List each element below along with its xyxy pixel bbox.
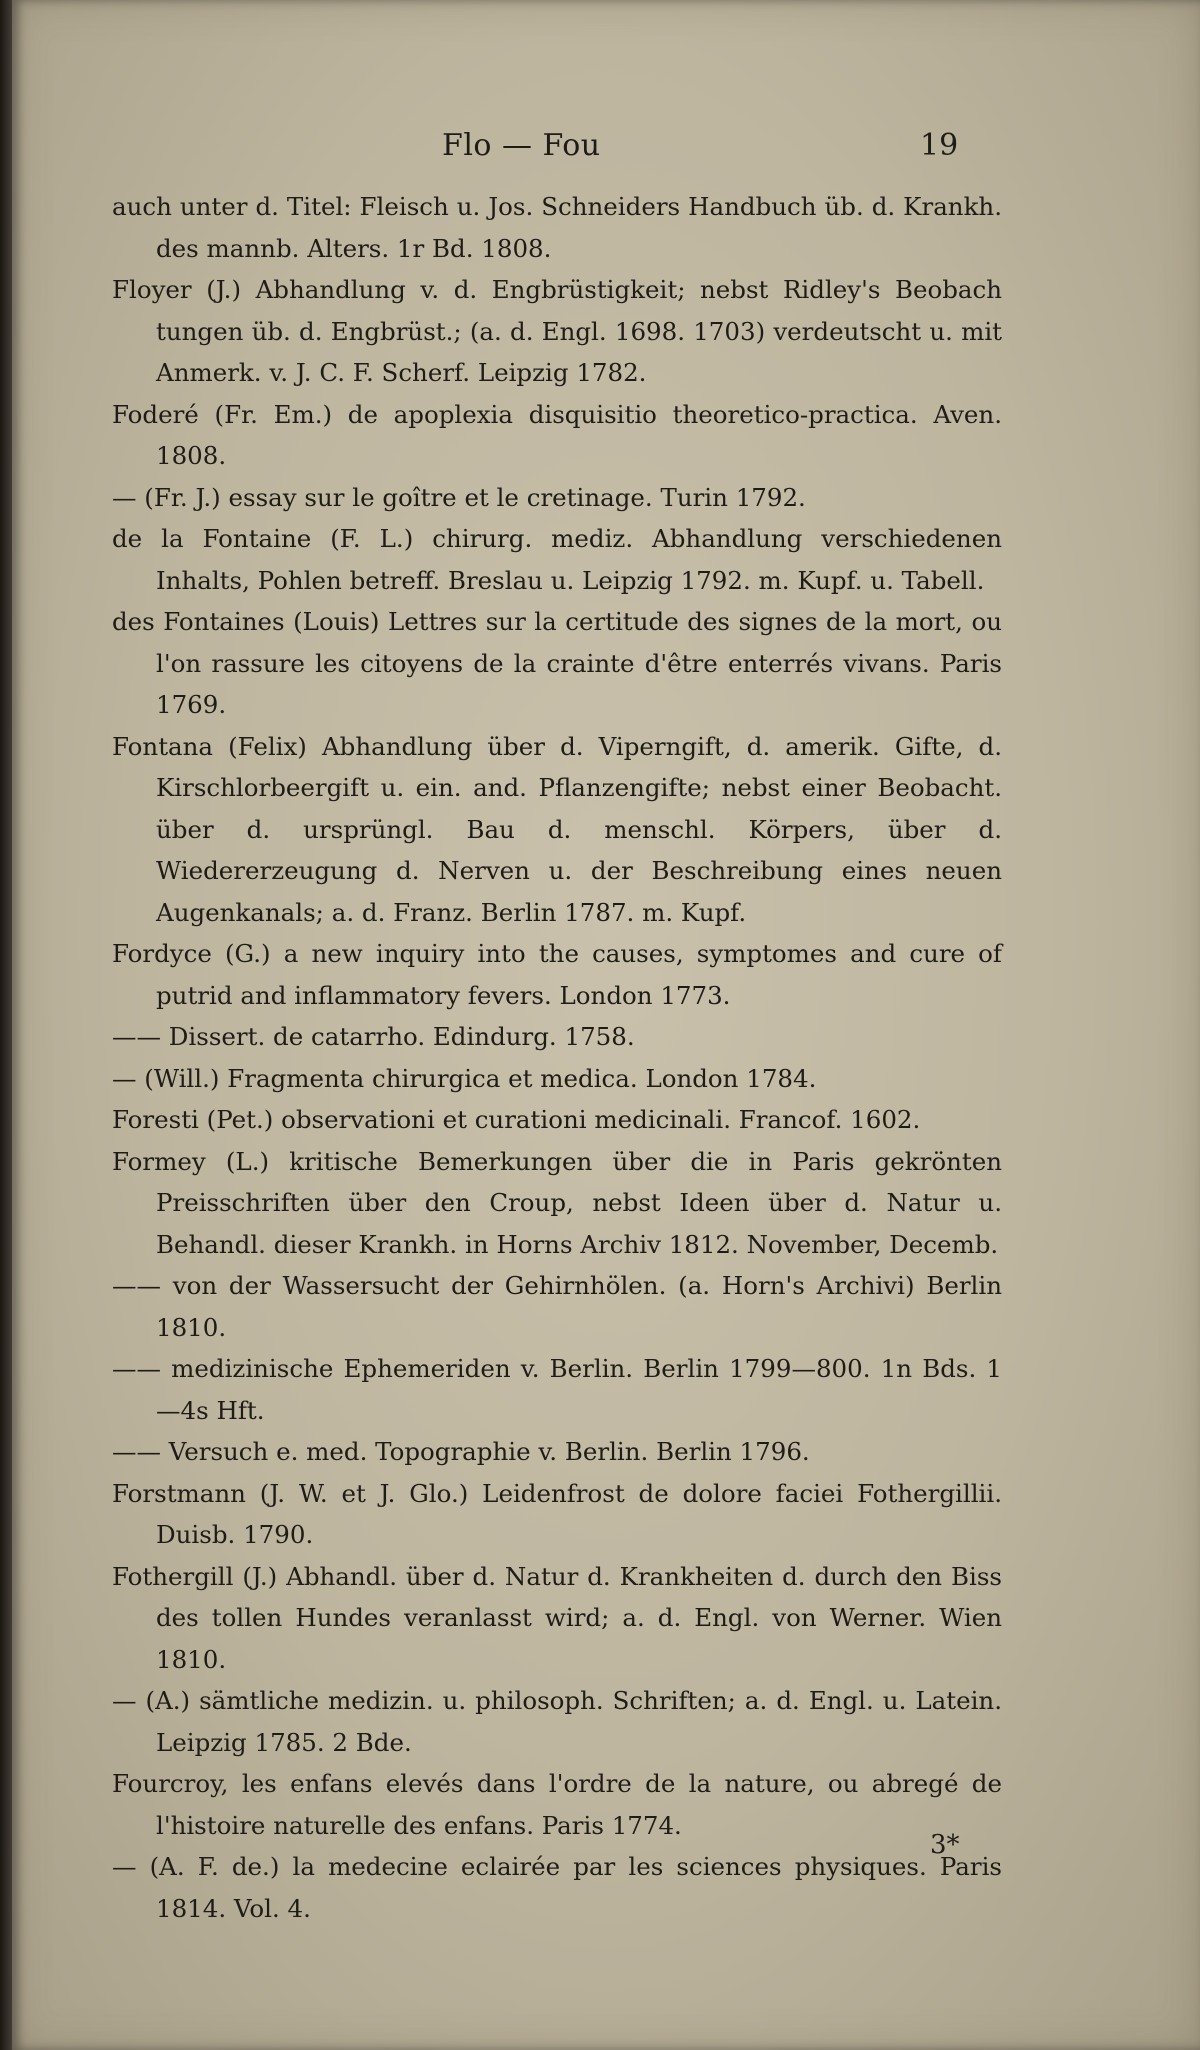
bibliography-entry: Fourcroy, les enfans elevés dans l'ordre de la nature, ou abregé de l'histoire naturelle des enfans. Paris 1774. [112, 1769, 1002, 1840]
bibliography-entry: Fordyce (G.) a new inquiry into the causes, symptomes and cure of putrid and inflammatory fevers. London 1773. [112, 939, 1002, 1010]
bibliography-entry: — (Fr. J.) essay sur le goître et le cretinage. Turin 1792. [112, 482, 806, 512]
running-head: Flo — Fou [442, 128, 601, 163]
bibliography-entry: des Fontaines (Louis) Lettres sur la certitude des signes de la mort, ou l'on rassure les citoyens de la crainte d'être enterrés vivans. Paris 1769. [112, 607, 1002, 719]
bibliography-entry: —— von der Wassersucht der Gehirnhölen. (a. Horn's Archivi) Berlin 1810. [112, 1271, 1002, 1342]
bibliography-entry: Floyer (J.) Abhandlung v. d. Engbrüstigkeit; nebst Ridley's Beobach tungen üb. d. Engbrüst.; (a. d. Engl. 1698. 1703) verdeutscht u. mit Anmerk. v. J. C. F. Scherf. Leipzig 1782. [112, 275, 1002, 387]
page-number: 19 [920, 128, 959, 163]
bibliography-entry: Foresti (Pet.) observationi et curationi medicinali. Francof. 1602. [112, 1105, 921, 1134]
bibliography-entry: — (A. F. de.) la medecine eclairée par les sciences physiques. Paris 1814. Vol. 4. [112, 1852, 1002, 1923]
bibliography-entry: Formey (L.) kritische Bemerkungen über die in Paris gekrönten Preisschriften über den Croup, nebst Ideen über d. Natur u. Behandl. dieser Krankh. in Horns Archiv 1812. November, Decemb. [112, 1146, 1002, 1259]
bibliography-entry: — (A.) sämtliche medizin. u. philosoph. Schriften; a. d. Engl. u. Latein. Leipzig 1785. 2 Bde. [112, 1686, 1002, 1757]
bibliography-entry: Fothergill (J.) Abhandl. über d. Natur d. Krankheiten d. durch den Biss des tollen Hundes veranlasst wird; a. d. Engl. von Werner. Wien 1810. [112, 1561, 1002, 1674]
bibliography-entry: de la Fontaine (F. L.) chirurg. mediz. Abhandlung verschiedenen Inhalts, Pohlen betreff. Breslau u. Leipzig 1792. m. Kupf. u. Tabell. [112, 524, 1002, 595]
bibliography-entry: Foderé (Fr. Em.) de apoplexia disquisitio theoretico-practica. Aven. 1808. [112, 399, 1002, 470]
book-page [12, 0, 1200, 2050]
page-header [12, 128, 1200, 168]
bibliography-entry: Fontana (Felix) Abhandlung über d. Viperngift, d. amerik. Gifte, d. Kirschlorbeergift u. ein. and. Pflanzengifte; nebst einer Beobacht. über d. ursprüngl. Bau d. menschl. Körpers, über d. Wiedererzeugung d. Nerven u. der Beschreibung eines neuen Augenkanals; a. d. Franz. Berlin 1787. m. Kupf. [112, 731, 1002, 927]
bibliography-entries [112, 186, 1002, 1929]
bibliography-entry: auch unter d. Titel: Fleisch u. Jos. Schneiders Handbuch üb. d. Krankh. des mannb. Alters. 1r Bd. 1808. [112, 192, 1002, 263]
bibliography-entry: —— Dissert. de catarrho. Edindurg. 1758. [112, 1022, 635, 1051]
bibliography-entry: —— medizinische Ephemeriden v. Berlin. Berlin 1799—800. 1n Bds. 1—4s Hft. [112, 1354, 1002, 1425]
bibliography-entry: Forstmann (J. W. et J. Glo.) Leidenfrost de dolore faciei Fothergillii. Duisb. 1790. [112, 1478, 1002, 1549]
bibliography-entry: — (Will.) Fragmenta chirurgica et medica. London 1784. [112, 1063, 817, 1093]
bibliography-entry: —— Versuch e. med. Topographie v. Berlin. Berlin 1796. [112, 1437, 810, 1466]
signature-mark: 3* [930, 1830, 960, 1860]
